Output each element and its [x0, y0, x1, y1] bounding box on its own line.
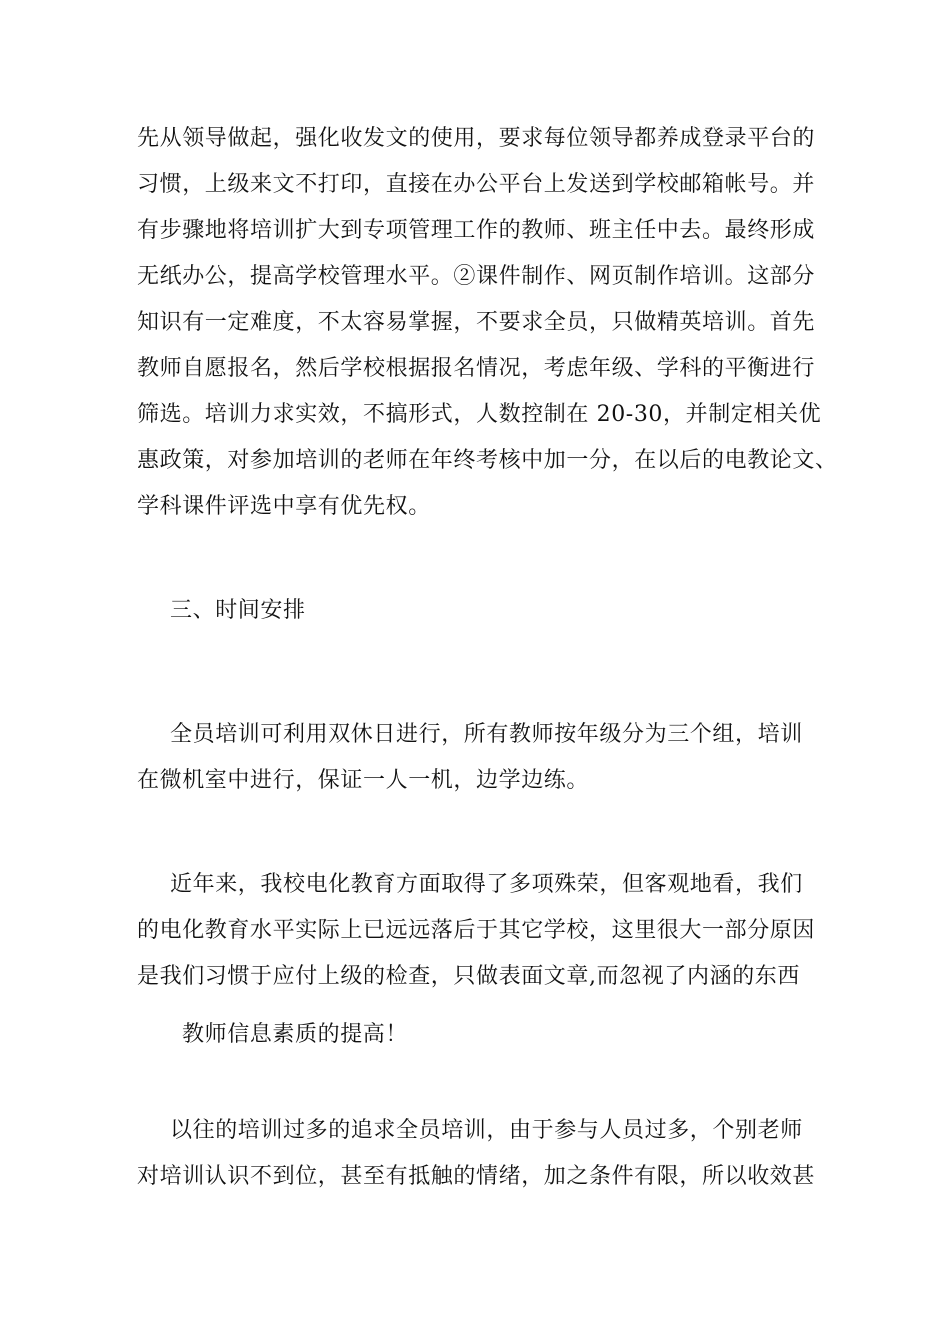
- paragraph-line: 以往的培训过多的追求全员培训，由于参与人员过多，个别老师: [170, 1118, 803, 1143]
- paragraph-line: 全员培训可利用双休日进行，所有教师按年级分为三个组，培训: [170, 722, 803, 747]
- section-heading: 三、时间安排: [170, 598, 306, 623]
- paragraph-line: 是我们习惯于应付上级的检查，只做表面文章,而忽视了内涵的东西: [137, 964, 800, 989]
- paragraph-line: 筛选。培训力求实效，不搞形式，人数控制在 20-30，并制定相关优: [137, 402, 822, 427]
- paragraph-line: 对培训认识不到位，甚至有抵触的情绪，加之条件有限，所以收效甚: [137, 1164, 816, 1189]
- paragraph-line: 习惯，上级来文不打印，直接在办公平台上发送到学校邮箱帐号。并: [137, 172, 816, 197]
- paragraph-line: 学科课件评选中享有优先权。: [137, 494, 431, 519]
- paragraph-line: 在微机室中进行，保证一人一机，边学边练。: [137, 768, 590, 793]
- paragraph-line: 的电化教育水平实际上已远远落后于其它学校，这里很大一部分原因: [137, 918, 816, 943]
- paragraph-line: 惠政策，对参加培训的老师在年终考核中加一分，在以后的电教论文、: [137, 448, 838, 473]
- paragraph-line: 教师信息素质的提高！: [182, 1022, 409, 1047]
- paragraph-line: 近年来，我校电化教育方面取得了多项殊荣，但客观地看，我们: [170, 872, 803, 897]
- paragraph-line: 无纸办公，提高学校管理水平。②课件制作、网页制作培训。这部分: [137, 264, 816, 289]
- paragraph-line: 有步骤地将培训扩大到专项管理工作的教师、班主任中去。最终形成: [137, 218, 816, 243]
- paragraph-line: 先从领导做起，强化收发文的使用，要求每位领导都养成登录平台的: [137, 126, 816, 151]
- paragraph-line: 教师自愿报名，然后学校根据报名情况，考虑年级、学科的平衡进行: [137, 356, 816, 381]
- paragraph-line: 知识有一定难度，不太容易掌握，不要求全员，只做精英培训。首先: [137, 310, 816, 335]
